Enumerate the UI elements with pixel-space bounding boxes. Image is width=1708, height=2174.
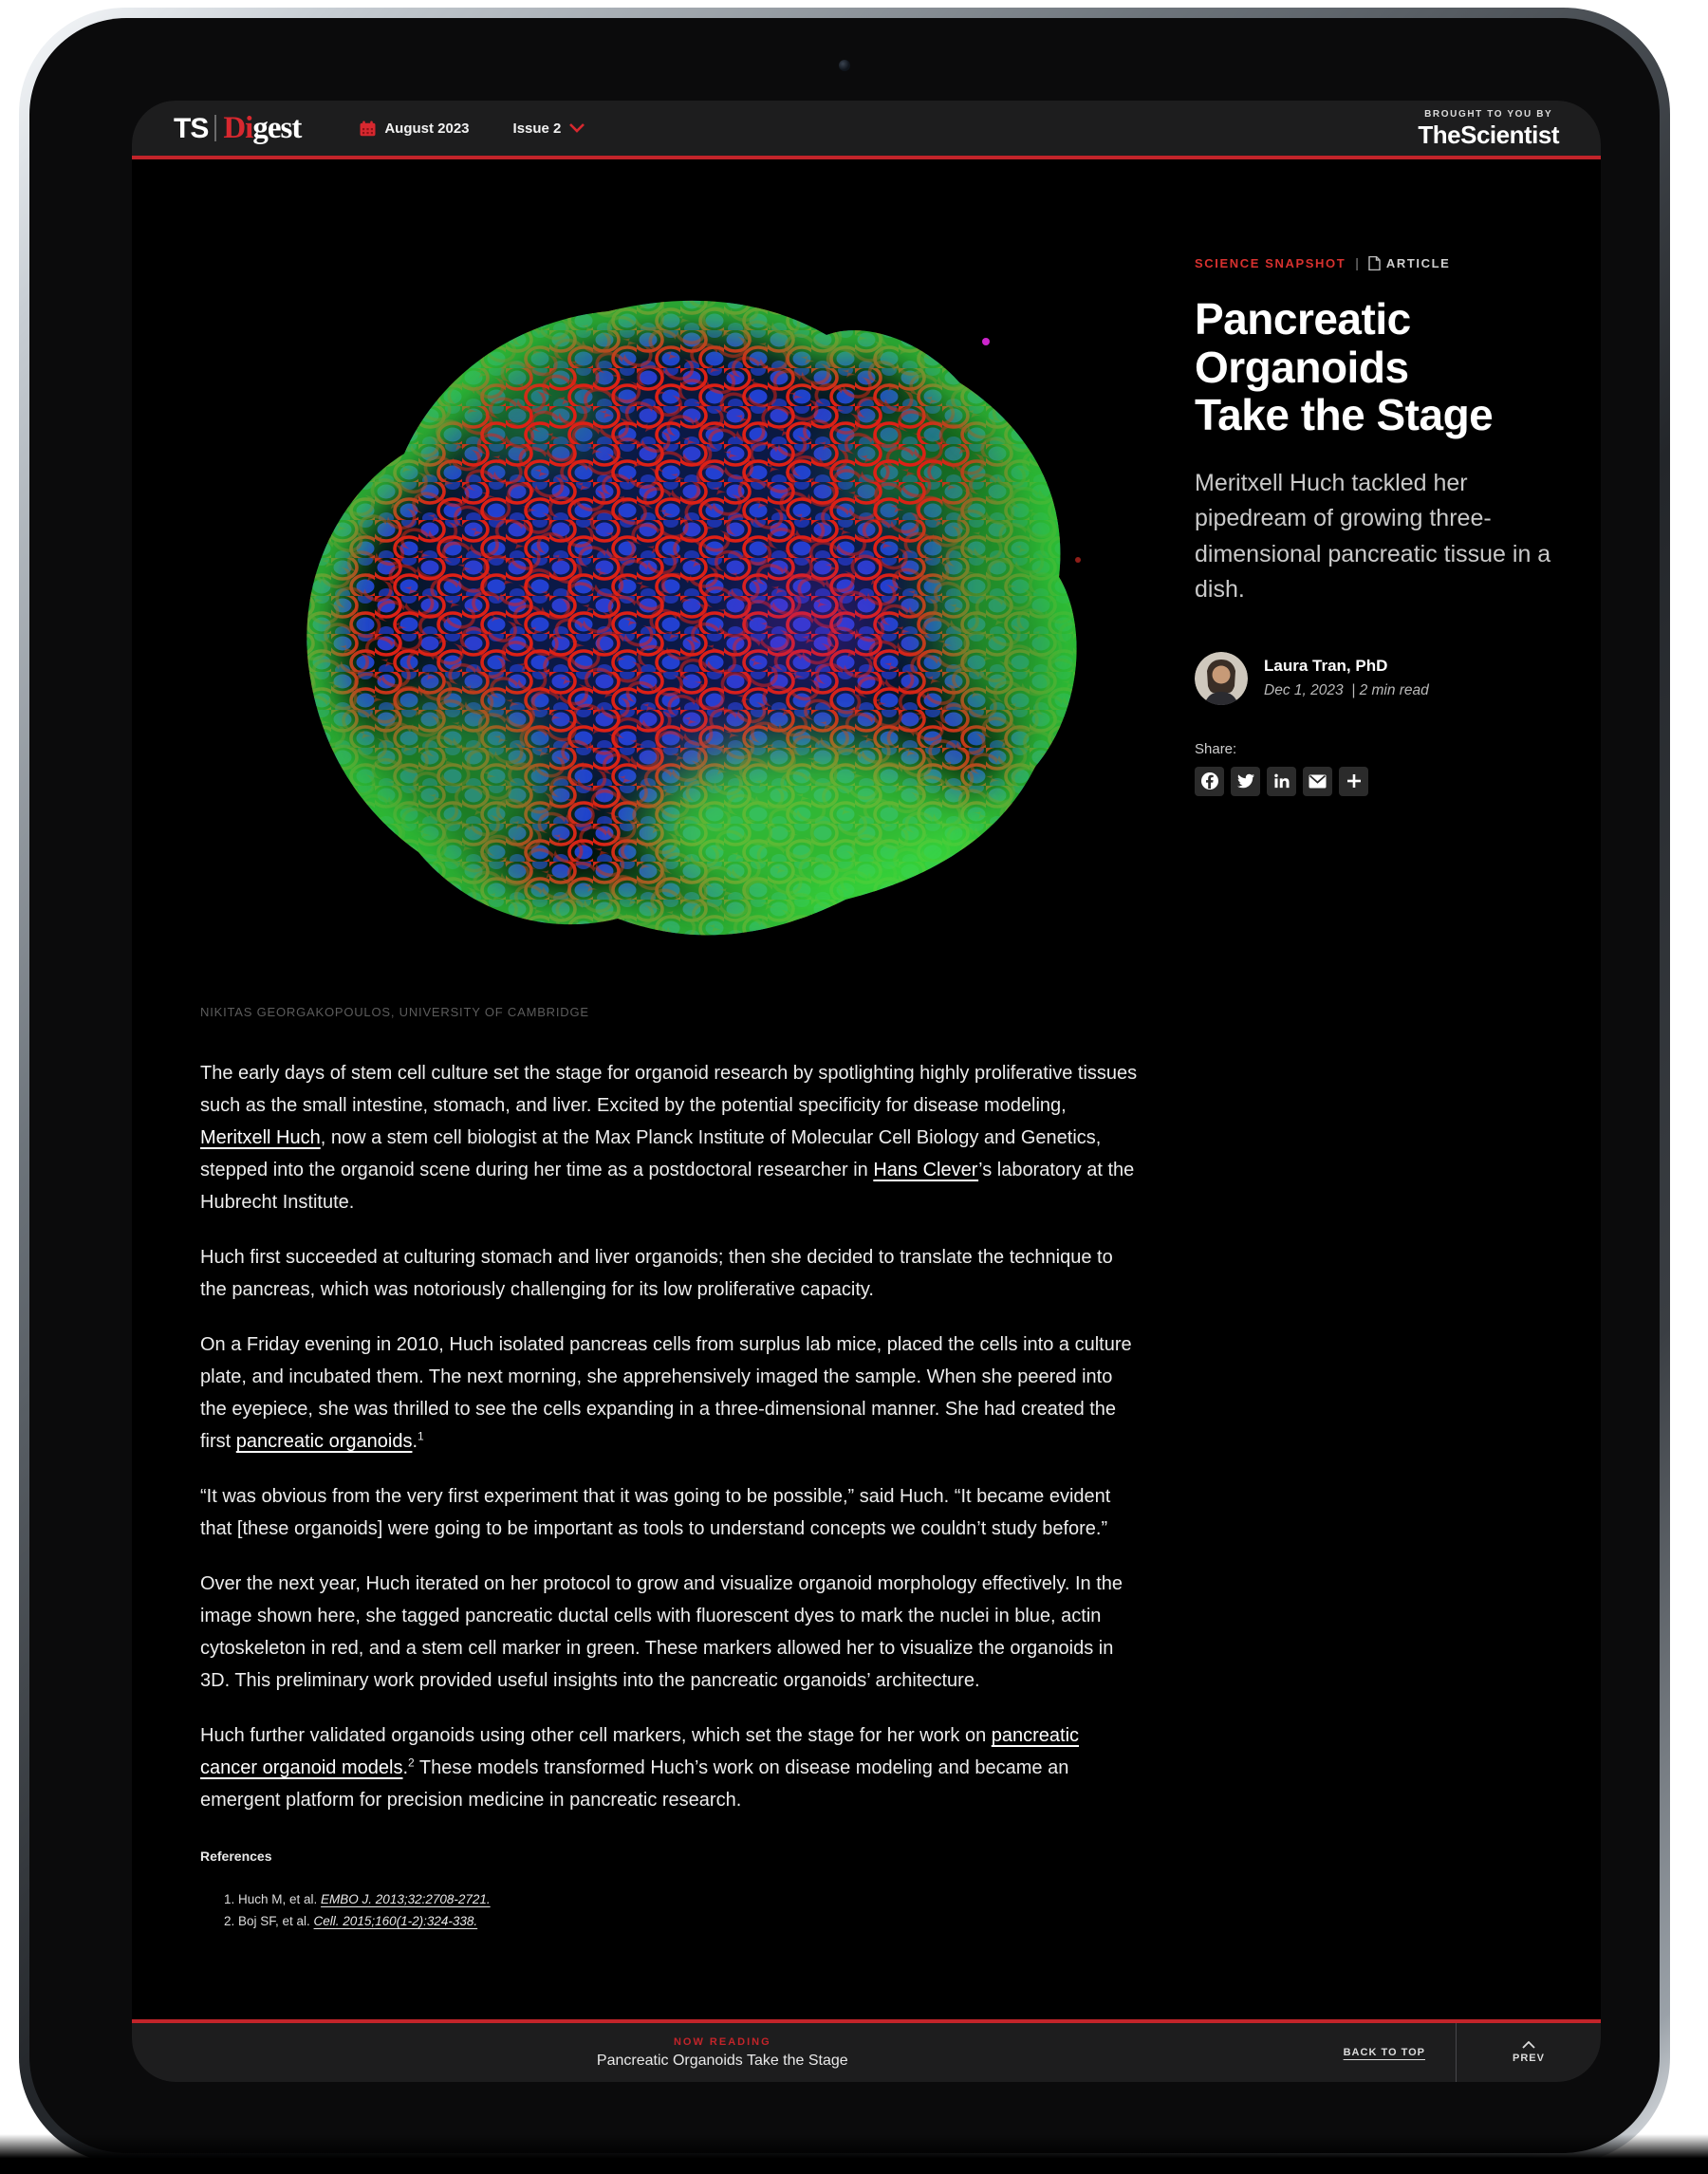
figure-credit: NIKITAS GEORGAKOPOULOS, UNIVERSITY OF CAMBRIDGE xyxy=(200,1005,589,1019)
body-text: Huch further validated organoids using other cell markers, which set the stage for her work on xyxy=(200,1725,992,1746)
logo-ts: TS xyxy=(174,112,209,144)
document-icon xyxy=(1368,256,1381,270)
article-header-column xyxy=(1195,159,1572,2019)
brand-name: TheScientist xyxy=(1418,120,1559,149)
author-avatar xyxy=(1195,652,1248,705)
author-block xyxy=(1195,652,1572,705)
prev-label: PREV xyxy=(1513,2053,1545,2064)
screen xyxy=(132,101,1601,2082)
body-text: ’s laboratory at the Hubrecht Institute. xyxy=(200,1160,1135,1213)
article-type-label: ARTICLE xyxy=(1385,255,1451,270)
references-list xyxy=(200,1888,1140,1932)
red-speck xyxy=(1075,557,1081,563)
paragraph xyxy=(200,1057,1140,1218)
magenta-speck xyxy=(982,338,990,345)
reference-item xyxy=(238,1910,1140,1932)
body-text: Huch first succeeded at culturing stomach and liver organoids; then she decided to translate the technique to the pancreas, which was notoriously challenging for its low proliferative capacity. xyxy=(200,1247,1113,1300)
category-divider: | xyxy=(1355,255,1359,270)
facebook-icon[interactable] xyxy=(1195,767,1224,796)
calendar-icon xyxy=(360,121,376,137)
tablet-shadow xyxy=(0,2134,1708,2174)
camera-dot xyxy=(839,60,850,71)
paragraph xyxy=(200,1241,1140,1306)
back-to-top-link[interactable]: BACK TO TOP xyxy=(1343,2047,1425,2058)
body-text: Over the next year, Huch iterated on her protocol to grow and visualize organoid morphology effectively. In the image shown here, she tagged pancreatic ductal cells with fluorescent dyes to mark the nuclei in blue, actin cytoskeleton in red, and a stem cell marker in green. These markers allowed her to visualize the organoids in 3D. This preliminary work provided useful insights into the pancreatic organoids’ architecture. xyxy=(200,1573,1123,1691)
body-text: . xyxy=(402,1757,409,1778)
category-row xyxy=(1195,255,1572,270)
issue-date-label: August 2023 xyxy=(384,120,470,137)
chevron-up-icon xyxy=(1522,2041,1535,2049)
issue-date-nav[interactable] xyxy=(360,121,469,137)
main-content xyxy=(132,159,1601,2019)
author-meta: Dec 1, 2023 | 2 min read xyxy=(1264,682,1429,699)
back-to-top-area xyxy=(1313,2023,1456,2082)
page-title: Pancreatic Organoids Take the Stage xyxy=(1195,294,1494,440)
tablet-frame xyxy=(19,8,1670,2164)
body-text: “It was obvious from the very first experiment that it was going to be possible,” said Huch. “It became evident that [these organoids] were going to be important as tools to understand concepts we couldn’t study before.” xyxy=(200,1486,1111,1539)
now-reading-label: NOW READING xyxy=(673,2035,771,2048)
references-heading: References xyxy=(200,1849,272,1864)
tablet-bezel xyxy=(29,18,1660,2153)
bottom-bar xyxy=(132,2019,1601,2082)
inline-link[interactable]: pancreatic cancer organoid models xyxy=(200,1725,1080,1778)
reference-prefix: Huch M, et al. xyxy=(238,1892,322,1906)
issue-selector[interactable] xyxy=(513,121,585,137)
article-column xyxy=(200,159,1140,2019)
twitter-icon[interactable] xyxy=(1231,767,1260,796)
the-scientist-brand[interactable] xyxy=(1418,110,1559,147)
brought-by-label: BROUGHT TO YOU BY xyxy=(1424,108,1553,120)
plus-icon[interactable] xyxy=(1339,767,1368,796)
chevron-down-icon xyxy=(569,123,585,133)
references-section xyxy=(200,1849,1140,1932)
body-text: . xyxy=(412,1431,418,1452)
reference-link[interactable]: Cell. 2015;160(1-2):324-338. xyxy=(313,1914,478,1928)
inline-link[interactable]: Hans Clever xyxy=(873,1160,979,1180)
paragraph xyxy=(200,1480,1140,1545)
linkedin-icon[interactable] xyxy=(1267,767,1296,796)
category-label[interactable]: SCIENCE SNAPSHOT xyxy=(1195,255,1346,270)
logo-divider xyxy=(214,115,216,141)
article-body xyxy=(200,1057,1140,1816)
ts-digest-logo[interactable] xyxy=(174,111,301,146)
prev-button[interactable] xyxy=(1457,2023,1601,2082)
article-dek: Meritxell Huch tackled her pipedream of growing three-dimensional pancreatic tissue in a dish. xyxy=(1195,469,1551,604)
reference-item xyxy=(238,1888,1140,1910)
paragraph xyxy=(200,1329,1140,1458)
paragraph xyxy=(200,1719,1140,1816)
body-text: The early days of stem cell culture set the stage for organoid research by spotlighting highly proliferative tissues such as the small intestine, stomach, and liver. Excited by the potential specificity for disease modeling, xyxy=(200,1063,1138,1116)
reference-superscript: 1 xyxy=(418,1429,424,1443)
share-row xyxy=(1195,767,1572,796)
reference-link[interactable]: EMBO J. 2013;32:2708-2721. xyxy=(321,1892,491,1906)
logo-digest: Digest xyxy=(223,110,302,145)
inline-link[interactable]: Meritxell Huch xyxy=(200,1127,321,1148)
issue-label: Issue 2 xyxy=(512,120,562,137)
issue-nav xyxy=(360,121,585,137)
body-text: , now a stem cell biologist at the Max Planck Institute of Molecular Cell Biology and Genetics, stepped into the organoid scene during her time as a postdoctoral researcher in xyxy=(200,1127,1102,1180)
reference-prefix: Boj SF, et al. xyxy=(238,1914,314,1928)
now-reading xyxy=(132,2023,1313,2082)
share-section xyxy=(1195,741,1572,796)
reference-superscript: 2 xyxy=(408,1756,415,1770)
organoid-figure xyxy=(200,178,1140,1019)
inline-link[interactable]: pancreatic organoids xyxy=(235,1431,413,1452)
body-text: On a Friday evening in 2010, Huch isolated pancreas cells from surplus lab mice, placed the cells into a culture plate, and incubated them. The next morning, she apprehensively imaged the sample. When she peered into the eyepiece, she was thrilled to see the cells expanding in a three-dimensional manner. She had created the first xyxy=(200,1334,1132,1452)
email-icon[interactable] xyxy=(1303,767,1332,796)
body-text: These models transformed Huch’s work on disease modeling and became an emergent platform for precision medicine in pancreatic research. xyxy=(200,1757,1069,1811)
share-label: Share: xyxy=(1195,740,1237,757)
organoid-micrograph xyxy=(200,178,1140,976)
paragraph xyxy=(200,1568,1140,1697)
author-name: Laura Tran, PhD xyxy=(1264,657,1388,676)
now-reading-title: Pancreatic Organoids Take the Stage xyxy=(596,2052,848,2069)
article-type xyxy=(1368,256,1451,270)
top-bar xyxy=(132,101,1601,159)
